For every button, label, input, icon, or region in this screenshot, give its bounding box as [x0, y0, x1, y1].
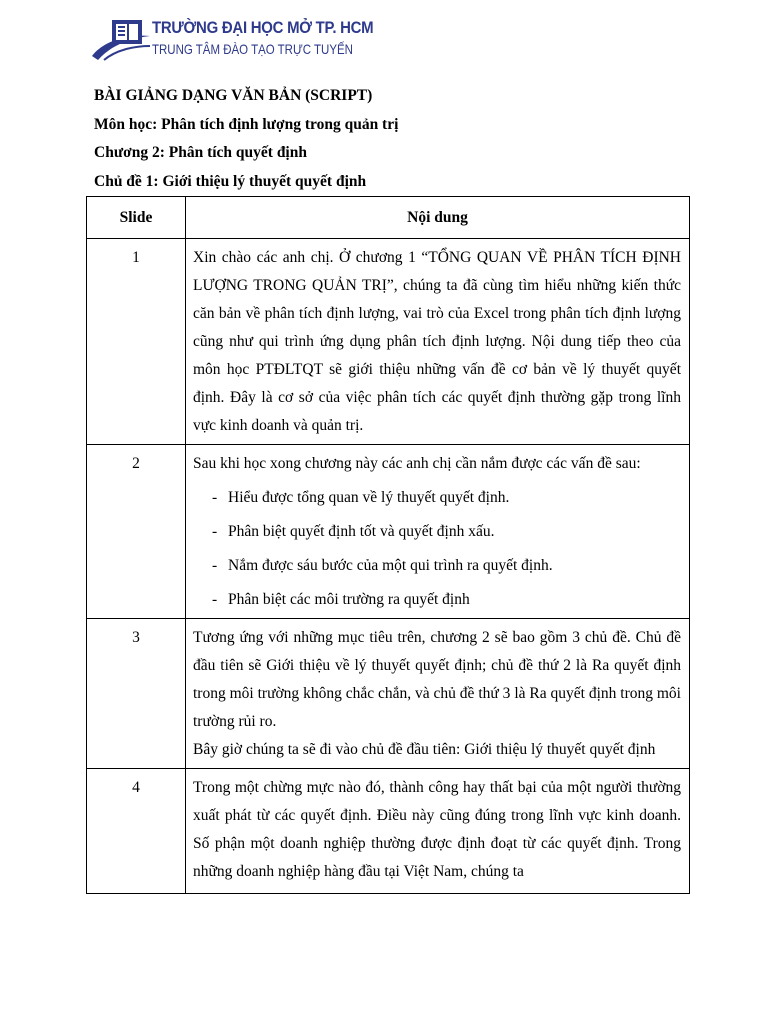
list-item: - Phân biệt các môi trường ra quyết định [193, 586, 681, 614]
chapter: Chương 2: Phân tích quyết định [94, 144, 307, 161]
content-paragraph: Bây giờ chúng ta sẽ đi vào chủ đề đầu tiên: Giới thiệu lý thuyết quyết định [193, 741, 656, 758]
slide-content [186, 619, 690, 769]
slide-number: 2 [87, 445, 186, 619]
table-row [87, 239, 690, 445]
center-name: TRUNG TÂM ĐÀO TẠO TRỰC TUYẾN [152, 41, 353, 57]
list-item: - Nắm được sáu bước của một qui trình ra quyết định. [193, 552, 681, 580]
header [90, 16, 390, 66]
subject: Môn học: Phân tích định lượng trong quản trị [94, 115, 399, 133]
list-item: - Hiểu được tổng quan về lý thuyết quyết định. [193, 484, 681, 512]
institution-name: TRƯỜNG ĐẠI HỌC MỞ TP. HCM [152, 18, 374, 37]
doc-type: BÀI GIẢNG DẠNG VĂN BẢN (SCRIPT) [94, 87, 373, 104]
header-content: Nội dung [186, 197, 690, 239]
content-paragraph: Trong một chừng mực nào đó, thành công hay thất bại của một người thường xuất phát từ các quyết định. Điều này cũng đúng trong lĩnh vực kinh doanh. Số phận một doanh nghiệp thường được định đoạt từ các quyết định. Trong những doanh nghiệp hàng đầu tại Việt Nam, chúng ta [193, 779, 681, 880]
content-paragraph: Tương ứng với những mục tiêu trên, chương 2 sẽ bao gồm 3 chủ đề. Chủ đề đầu tiên sẽ Giới thiệu về lý thuyết quyết định; chủ đề thứ 2 là Ra quyết định trong môi trường không chắc chắn, và chủ đề thứ 3 là Ra quyết định trong môi trường rủi ro. [193, 629, 681, 730]
topic: Chủ đề 1: Giới thiệu lý thuyết quyết định [94, 172, 367, 190]
lesson-table [86, 196, 690, 894]
slide-number: 1 [87, 239, 186, 445]
list-item: - Phân biệt quyết định tốt và quyết định xấu. [193, 518, 681, 546]
slide-content [186, 445, 690, 619]
table-row [87, 619, 690, 769]
slide-number: 4 [87, 769, 186, 894]
content-paragraph: Xin chào các anh chị. Ở chương 1 “TỔNG QUAN VỀ PHÂN TÍCH ĐỊNH LƯỢNG TRONG QUẢN TRỊ”, chúng ta đã cùng tìm hiểu những kiến thức căn bản về phân tích định lượng, vai trò của Excel trong phân tích định lượng cũng như qui trình ứng dụng phân tích định lượng. Nội dung tiếp theo của môn học PTĐLTQT sẽ giới thiệu những vấn đề cơ bản về lý thuyết quyết định. Đây là cơ sở của việc phân tích các quyết định thường gặp trong lĩnh vực kinh doanh và quản trị. [193, 249, 681, 434]
header-slide: Slide [87, 197, 186, 239]
book-logo-icon [90, 16, 152, 64]
table-row [87, 445, 690, 619]
slide-content [186, 239, 690, 445]
table-row [87, 769, 690, 894]
slide-number: 3 [87, 619, 186, 769]
document-meta [94, 85, 398, 199]
content-intro: Sau khi học xong chương này các anh chị cần nắm được các vấn đề sau: [193, 455, 641, 472]
table-header-row [87, 197, 690, 239]
slide-content [186, 769, 690, 894]
objective-list [193, 484, 681, 614]
